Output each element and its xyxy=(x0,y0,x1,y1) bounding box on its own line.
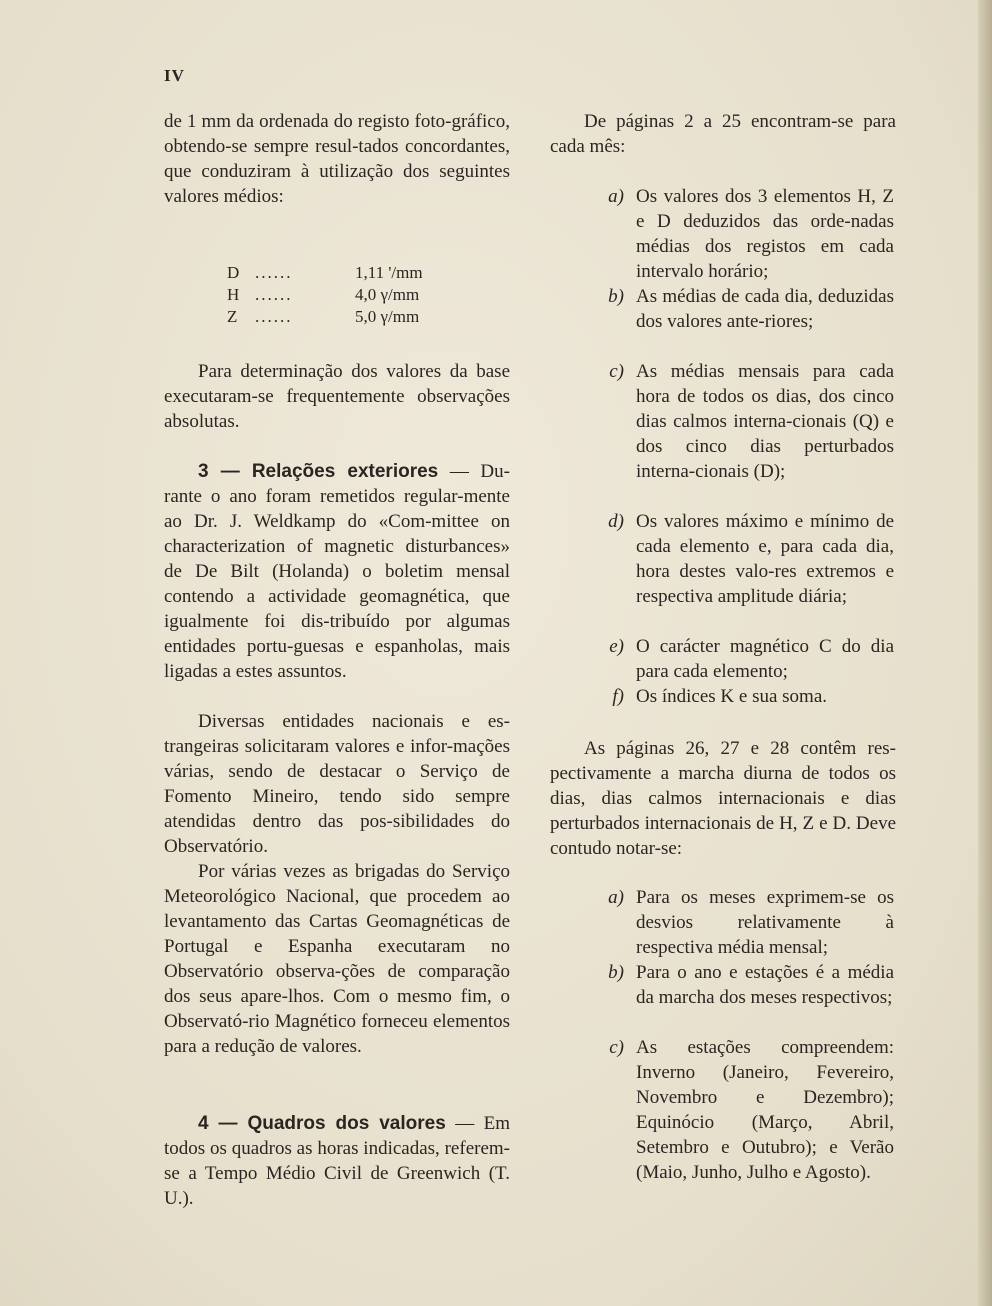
paragraph-diurnal: As páginas 26, 27 e 28 contêm res-pectivamente a marcha diurna de todos os dias, dias calmos internacionais e dias perturbados internacionais de H, Z e D. Deve contudo notar-se: xyxy=(550,738,896,859)
section-4-text: — Em todos os quadros as horas indicadas, referem-se a Tempo Médio Civil de Greenwich (T. U.). xyxy=(164,1113,510,1209)
paragraph-base: Para determinação dos valores da base executaram-se frequentemente observações absolutas. xyxy=(164,361,510,432)
list-text: Os valores dos 3 elementos H, Z e D deduzidos das orde-nadas médias dos registos em cada intervalo horário; xyxy=(636,186,894,282)
paragraph-entities: Diversas entidades nacionais e es-trangeiras solicitaram valores e infor-mações várias, sendo de destacar o Serviço de Fomento Mineiro, tendo sido sempre atendidas dentro das pos-sibilidades do Observatório. xyxy=(164,711,510,857)
list2-item-c xyxy=(600,1035,894,1185)
list-text: As estações compreendem: Inverno (Janeiro, Fevereiro, Novembro e Dezembro); Equinócio (Março, Abril, Setembro e Outubro); e Verão (Maio, Junho, Julho e Agosto). xyxy=(636,1037,894,1183)
list-letter: d) xyxy=(608,511,624,532)
page-edge xyxy=(978,0,992,1306)
list-item-c xyxy=(600,359,894,484)
list2-item-b xyxy=(600,960,894,1010)
value-row-d xyxy=(227,262,455,284)
list-letter: c) xyxy=(609,1037,624,1058)
list-letter: c) xyxy=(609,361,624,382)
values-table xyxy=(227,262,455,328)
list-item-d xyxy=(600,509,894,609)
value-amount: 4,0 γ/mm xyxy=(355,285,420,304)
value-dots: ...... xyxy=(255,307,293,326)
list-letter: e) xyxy=(609,636,624,657)
list-text: Os índices K e sua soma. xyxy=(636,686,828,707)
paragraph-brigades: Por várias vezes as brigadas do Serviço Meteorológico Nacional, que procedem ao levantamento das Cartas Geomagnéticas de Portugal e Espanha executaram no Observatório observa-ções de comparação dos seus apare-lhos. Com o mesmo fim, o Observató-rio Magnético forneceu elementos para a redução de valores. xyxy=(164,861,510,1057)
value-key: Z xyxy=(227,307,238,326)
list-text: Os valores máximo e mínimo de cada elemento e, para cada dia, hora destes valo-res extremos e respectiva amplitude diária; xyxy=(636,511,894,607)
section-4 xyxy=(164,1111,510,1211)
section-4-heading: 4 — Quadros dos valores xyxy=(198,1113,446,1134)
list-text: As médias mensais para cada hora de todos os dias, dos cinco dias calmos interna-cionais (Q) e dos cinco dias perturbados interna-cionais (D); xyxy=(636,361,894,482)
list-text: O carácter magnético C do dia para cada elemento; xyxy=(636,636,894,682)
list-text: Para os meses exprimem-se os desvios relativamente à respectiva média mensal; xyxy=(636,887,894,958)
list-text: Para o ano e estações é a média da marcha dos meses respectivos; xyxy=(636,962,894,1008)
list-item-f xyxy=(600,684,894,709)
list-letter: b) xyxy=(608,286,624,307)
list-letter: a) xyxy=(608,186,624,207)
value-key: H xyxy=(227,285,240,304)
list-letter: a) xyxy=(608,887,624,908)
paragraph-intro: de 1 mm da ordenada do registo foto-gráfico, obtendo-se sempre resul-tados concordantes, que conduziram à utilização dos seguintes valores médios: xyxy=(164,111,510,207)
list-item-b xyxy=(600,284,894,334)
list-text: As médias de cada dia, deduzidas dos valores ante-riores; xyxy=(636,286,894,332)
value-dots: ...... xyxy=(255,263,293,282)
paragraph-pages-intro: De páginas 2 a 25 encontram-se para cada mês: xyxy=(550,111,896,157)
value-dots: ...... xyxy=(255,285,293,304)
section-3 xyxy=(164,459,510,684)
list-letter: b) xyxy=(608,962,624,983)
value-amount: 1,11 '/mm xyxy=(355,263,423,282)
section-3-heading: 3 — Relações exteriores xyxy=(198,461,439,482)
value-key: D xyxy=(227,263,240,282)
list-item-e xyxy=(600,634,894,684)
section-3-text: — Du-rante o ano foram remetidos regular-mente ao Dr. J. Weldkamp do «Com-mittee on characterization of magnetic disturbances» de De Bilt (Holanda) o boletim mensal contendo a actividade geomagnética, que igualmente foi dis-tribuído por algumas entidades portu-guesas e espanholas, mais ligadas a estes assuntos. xyxy=(164,461,510,682)
value-row-z xyxy=(227,306,455,328)
list2-item-a xyxy=(600,885,894,960)
list-letter: f) xyxy=(612,686,624,707)
page-number: IV xyxy=(164,66,185,85)
value-amount: 5,0 γ/mm xyxy=(355,307,420,326)
list-item-a xyxy=(600,184,894,284)
value-row-h xyxy=(227,284,455,306)
